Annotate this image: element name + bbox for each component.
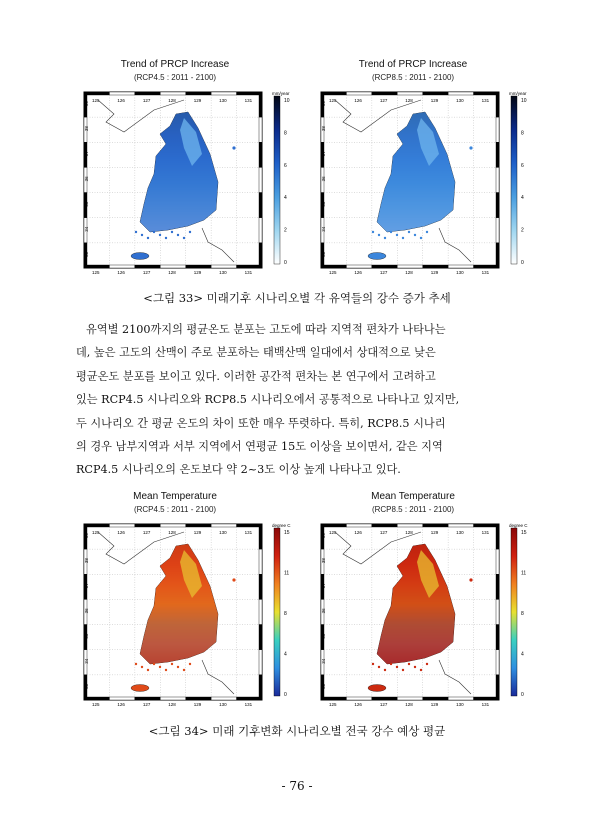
- coastal-islet: [384, 237, 386, 239]
- fig34-left-title: Mean Temperature: [133, 491, 217, 502]
- border-segment: [321, 524, 346, 527]
- lat-tick-label: 37: [84, 151, 89, 157]
- coastal-islet: [372, 231, 374, 233]
- colorbar-tick-label: 6: [521, 162, 524, 169]
- border-segment: [496, 218, 499, 243]
- border-segment: [84, 524, 109, 527]
- border-segment: [448, 265, 473, 268]
- border-segment: [259, 599, 262, 624]
- lon-tick-label: 130: [456, 702, 464, 707]
- lon-tick-label: 126: [117, 702, 125, 707]
- colorbar-tick-label: 4: [284, 651, 287, 658]
- colorbar-unit: mm/year: [509, 91, 527, 96]
- lon-tick-label: 131: [244, 702, 253, 707]
- border-segment: [496, 650, 499, 675]
- border-segment: [109, 697, 134, 700]
- border-segment: [135, 265, 160, 268]
- border-segment: [84, 697, 109, 700]
- border-segment: [474, 92, 499, 95]
- lon-tick-label: 129: [430, 98, 439, 103]
- colorbar-tick-label: 6: [284, 162, 287, 169]
- lon-tick-label: 125: [329, 270, 337, 275]
- border-segment: [448, 92, 473, 95]
- border-segment: [237, 524, 262, 527]
- lat-tick-label: 39: [321, 100, 326, 106]
- fig34-right-title: Mean Temperature: [371, 491, 455, 502]
- border-segment: [496, 167, 499, 192]
- border-segment: [259, 193, 262, 218]
- border-segment: [346, 524, 371, 527]
- fig34-right-map: [311, 518, 533, 710]
- colorbar-tick-label: 2: [284, 227, 287, 234]
- coastal-islet: [414, 666, 416, 668]
- border-segment: [237, 92, 262, 95]
- coastal-islet: [159, 234, 161, 236]
- border-segment: [259, 243, 262, 268]
- border-segment: [211, 265, 236, 268]
- border-segment: [160, 524, 185, 527]
- colorbar: [511, 528, 517, 696]
- border-segment: [259, 142, 262, 167]
- body-paragraph: [76, 318, 536, 482]
- border-segment: [496, 549, 499, 574]
- lon-tick-label: 125: [329, 530, 337, 535]
- paragraph-line: RCP4.5 시나리오의 온도보다 약 2~3도 이상 높게 나타나고 있다.: [76, 463, 401, 477]
- border-segment: [496, 675, 499, 700]
- coastal-islet: [426, 663, 428, 665]
- paragraph-line: 의 경우 남부지역과 서부 지역에서 연평균 15도 이상을 보이면서, 같은 지역: [76, 440, 443, 454]
- coastal-islet: [159, 666, 161, 668]
- border-segment: [496, 142, 499, 167]
- border-segment: [372, 524, 397, 527]
- lon-tick-label: 127: [379, 270, 388, 275]
- fig34-right-subtitle: (RCP8.5 : 2011 - 2100): [371, 505, 455, 514]
- lon-tick-label: 126: [354, 530, 362, 535]
- lat-tick-label: 36: [84, 176, 89, 182]
- border-segment: [496, 625, 499, 650]
- ulleung-island: [469, 578, 472, 581]
- colorbar-tick-label: 10: [284, 98, 290, 104]
- colorbar-tick-label: 0: [284, 692, 287, 698]
- border-segment: [321, 92, 346, 95]
- lat-tick-label: 36: [84, 608, 89, 614]
- colorbar: [274, 96, 280, 264]
- colorbar-tick-label: 15: [521, 530, 527, 536]
- lat-tick-label: 35: [84, 201, 89, 207]
- lon-tick-label: 127: [142, 270, 151, 275]
- border-segment: [259, 625, 262, 650]
- lat-tick-label: 37: [84, 583, 89, 589]
- border-segment: [474, 697, 499, 700]
- fig33-left-title: Trend of PRCP Increase: [120, 59, 230, 70]
- colorbar-tick-label: 4: [284, 195, 287, 202]
- coastal-islet: [165, 669, 167, 671]
- border-segment: [237, 697, 262, 700]
- coastal-islet: [153, 231, 155, 233]
- paragraph-line: 데, 높은 고도의 산맥이 주로 분포하는 태백산맥 일대에서 상대적으로 낮은: [76, 346, 436, 360]
- lat-tick-label: 36: [321, 608, 326, 614]
- paragraph-line: 평균온도 분포를 보이고 있다. 이러한 공간적 편차는 본 연구에서 고려하고: [76, 369, 436, 383]
- fig34-left-subtitle: (RCP4.5 : 2011 - 2100): [133, 505, 217, 514]
- lat-tick-label: 36: [321, 176, 326, 182]
- lon-tick-label: 128: [405, 702, 413, 707]
- lat-tick-label: 35: [84, 633, 89, 639]
- jeju-island: [131, 685, 149, 692]
- coastal-islet: [165, 237, 167, 239]
- lat-tick-label: 38: [321, 126, 326, 132]
- fig33-left-subtitle: (RCP4.5 : 2011 - 2100): [133, 73, 217, 82]
- coastal-islet: [384, 669, 386, 671]
- border-segment: [397, 697, 422, 700]
- coastal-islet: [414, 234, 416, 236]
- lat-tick-label: 34: [321, 658, 326, 664]
- border-segment: [259, 650, 262, 675]
- lon-tick-label: 125: [92, 530, 100, 535]
- lon-tick-label: 127: [142, 702, 151, 707]
- border-segment: [496, 117, 499, 142]
- lon-tick-label: 129: [430, 702, 439, 707]
- coastal-islet: [171, 231, 173, 233]
- border-segment: [496, 92, 499, 117]
- paragraph-line: 있는 RCP4.5 시나리오와 RCP8.5 시나리오에서 공통적으로 나타나고 있지만,: [76, 393, 460, 407]
- border-segment: [109, 265, 134, 268]
- border-segment: [496, 193, 499, 218]
- border-segment: [423, 265, 448, 268]
- lon-tick-label: 130: [456, 530, 464, 535]
- coastal-islet: [378, 666, 380, 668]
- fig34-caption: <그림 34> 미래 기후변화 시나리오별 전국 강수 예상 평균: [148, 724, 446, 738]
- coastal-islet: [390, 231, 392, 233]
- border-segment: [496, 243, 499, 268]
- lon-tick-label: 126: [354, 270, 362, 275]
- lon-tick-label: 129: [193, 702, 202, 707]
- border-segment: [372, 697, 397, 700]
- colorbar-tick-label: 15: [284, 530, 290, 536]
- lon-tick-label: 128: [168, 530, 176, 535]
- coastal-islet: [177, 666, 179, 668]
- colorbar: [511, 96, 517, 264]
- coastal-islet: [420, 237, 422, 239]
- lon-tick-label: 131: [481, 98, 490, 103]
- lon-tick-label: 130: [219, 270, 227, 275]
- lat-tick-label: 34: [321, 226, 326, 232]
- jeju-island: [131, 253, 149, 260]
- border-segment: [135, 524, 160, 527]
- coastal-islet: [372, 663, 374, 665]
- lon-tick-label: 127: [379, 98, 388, 103]
- lat-tick-label: 34: [84, 226, 89, 232]
- lat-tick-label: 38: [321, 558, 326, 564]
- border-segment: [423, 92, 448, 95]
- fig33-right-title: Trend of PRCP Increase: [358, 59, 468, 70]
- colorbar-tick-label: 11: [521, 570, 527, 577]
- coastal-islet: [183, 237, 185, 239]
- coastal-islet: [171, 663, 173, 665]
- border-segment: [160, 697, 185, 700]
- border-segment: [160, 265, 185, 268]
- border-segment: [346, 697, 371, 700]
- border-segment: [135, 92, 160, 95]
- lon-tick-label: 125: [92, 270, 100, 275]
- lat-tick-label: 34: [84, 658, 89, 664]
- fig34-left-map: [74, 518, 296, 710]
- coastal-islet: [177, 234, 179, 236]
- colorbar-unit: mm/year: [272, 91, 290, 96]
- border-segment: [496, 524, 499, 549]
- coastal-islet: [147, 237, 149, 239]
- ulleung-island: [232, 578, 235, 581]
- lon-tick-label: 131: [244, 530, 253, 535]
- colorbar-tick-label: 8: [521, 611, 524, 617]
- coastal-islet: [426, 231, 428, 233]
- coastal-islet: [141, 666, 143, 668]
- coastal-islet: [390, 663, 392, 665]
- coastal-islet: [396, 666, 398, 668]
- lon-tick-label: 128: [168, 270, 176, 275]
- lon-tick-label: 131: [481, 702, 490, 707]
- lon-tick-label: 125: [329, 98, 337, 103]
- coastal-islet: [396, 234, 398, 236]
- colorbar: [274, 528, 280, 696]
- jeju-island: [368, 253, 386, 260]
- coastal-islet: [408, 663, 410, 665]
- fig33-right-map: [311, 86, 533, 278]
- colorbar-tick-label: 8: [284, 611, 287, 617]
- lon-tick-label: 130: [456, 270, 464, 275]
- coastal-islet: [402, 669, 404, 671]
- border-segment: [346, 92, 371, 95]
- coastal-islet: [189, 663, 191, 665]
- lat-tick-label: 33: [321, 251, 326, 257]
- lat-tick-label: 39: [84, 100, 89, 106]
- coastal-islet: [147, 669, 149, 671]
- coastal-islet: [153, 663, 155, 665]
- colorbar-unit: degree C: [509, 523, 528, 528]
- lon-tick-label: 131: [244, 98, 253, 103]
- lon-tick-label: 131: [481, 270, 490, 275]
- border-segment: [423, 524, 448, 527]
- border-segment: [109, 524, 134, 527]
- lon-tick-label: 128: [168, 702, 176, 707]
- border-segment: [211, 524, 236, 527]
- lon-tick-label: 128: [405, 530, 413, 535]
- border-segment: [186, 697, 211, 700]
- ulleung-island: [232, 146, 235, 149]
- coastal-islet: [402, 237, 404, 239]
- border-segment: [186, 524, 211, 527]
- lon-tick-label: 126: [354, 98, 362, 103]
- lon-tick-label: 126: [354, 702, 362, 707]
- lat-tick-label: 33: [321, 683, 326, 689]
- lon-tick-label: 125: [92, 98, 100, 103]
- border-segment: [186, 92, 211, 95]
- border-segment: [259, 574, 262, 599]
- coastal-islet: [183, 669, 185, 671]
- border-segment: [84, 265, 109, 268]
- coastal-islet: [141, 234, 143, 236]
- border-segment: [448, 524, 473, 527]
- lon-tick-label: 130: [219, 98, 227, 103]
- border-segment: [259, 92, 262, 117]
- lon-tick-label: 130: [219, 530, 227, 535]
- lat-tick-label: 39: [321, 532, 326, 538]
- colorbar-tick-label: 4: [521, 651, 524, 658]
- border-segment: [211, 92, 236, 95]
- fig33-caption: <그림 33> 미래기후 시나리오별 각 유역들의 강수 증가 추세: [143, 291, 451, 305]
- coastal-islet: [420, 669, 422, 671]
- paragraph-line: 유역별 2100까지의 평균온도 분포는 고도에 따라 지역적 편차가 나타나는: [86, 323, 446, 336]
- page-number: - 76 -: [281, 779, 313, 793]
- border-segment: [321, 697, 346, 700]
- lat-tick-label: 33: [84, 251, 89, 257]
- border-segment: [423, 697, 448, 700]
- border-segment: [496, 599, 499, 624]
- border-segment: [496, 574, 499, 599]
- border-segment: [237, 265, 262, 268]
- border-segment: [259, 117, 262, 142]
- jeju-island: [368, 685, 386, 692]
- lat-tick-label: 33: [84, 683, 89, 689]
- lat-tick-label: 38: [84, 558, 89, 564]
- border-segment: [135, 697, 160, 700]
- lon-tick-label: 126: [117, 98, 125, 103]
- ulleung-island: [469, 146, 472, 149]
- lon-tick-label: 125: [329, 702, 337, 707]
- colorbar-tick-label: 0: [521, 260, 524, 266]
- colorbar-tick-label: 2: [521, 227, 524, 234]
- border-segment: [160, 92, 185, 95]
- border-segment: [474, 524, 499, 527]
- lat-tick-label: 35: [321, 201, 326, 207]
- lat-tick-label: 37: [321, 583, 326, 589]
- paragraph-line: 두 시나리오 간 평균 온도의 차이 또한 매우 뚜렷하다. 특히, RCP8.5 시나리: [76, 416, 446, 430]
- border-segment: [321, 265, 346, 268]
- lat-tick-label: 37: [321, 151, 326, 157]
- coastal-islet: [378, 234, 380, 236]
- lon-tick-label: 130: [456, 98, 464, 103]
- lon-tick-label: 129: [193, 270, 202, 275]
- border-segment: [448, 697, 473, 700]
- lon-tick-label: 129: [430, 530, 439, 535]
- colorbar-tick-label: 0: [521, 692, 524, 698]
- fig33-left-map: [74, 86, 296, 278]
- border-segment: [259, 167, 262, 192]
- lat-tick-label: 38: [84, 126, 89, 132]
- lat-tick-label: 35: [321, 633, 326, 639]
- coastal-islet: [189, 231, 191, 233]
- border-segment: [346, 265, 371, 268]
- lon-tick-label: 129: [193, 530, 202, 535]
- lon-tick-label: 126: [117, 530, 125, 535]
- lon-tick-label: 127: [379, 530, 388, 535]
- border-segment: [186, 265, 211, 268]
- coastal-islet: [408, 231, 410, 233]
- colorbar-tick-label: 4: [521, 195, 524, 202]
- lon-tick-label: 130: [219, 702, 227, 707]
- colorbar-tick-label: 0: [284, 260, 287, 266]
- border-segment: [259, 218, 262, 243]
- lon-tick-label: 127: [379, 702, 388, 707]
- border-segment: [372, 265, 397, 268]
- border-segment: [259, 524, 262, 549]
- lon-tick-label: 131: [481, 530, 490, 535]
- border-segment: [109, 92, 134, 95]
- coastal-islet: [135, 663, 137, 665]
- border-segment: [84, 92, 109, 95]
- border-segment: [397, 265, 422, 268]
- lon-tick-label: 128: [168, 98, 176, 103]
- lon-tick-label: 131: [244, 270, 253, 275]
- border-segment: [397, 92, 422, 95]
- colorbar-tick-label: 8: [284, 130, 287, 137]
- lon-tick-label: 127: [142, 98, 151, 103]
- lon-tick-label: 125: [92, 702, 100, 707]
- lon-tick-label: 127: [142, 530, 151, 535]
- border-segment: [259, 549, 262, 574]
- lon-tick-label: 128: [405, 98, 413, 103]
- colorbar-unit: degree C: [272, 523, 291, 528]
- border-segment: [211, 697, 236, 700]
- lat-tick-label: 39: [84, 532, 89, 538]
- border-segment: [397, 524, 422, 527]
- border-segment: [372, 92, 397, 95]
- coastal-islet: [135, 231, 137, 233]
- border-segment: [474, 265, 499, 268]
- fig33-right-subtitle: (RCP8.5 : 2011 - 2100): [371, 73, 455, 82]
- border-segment: [259, 675, 262, 700]
- colorbar-tick-label: 11: [284, 570, 290, 577]
- colorbar-tick-label: 10: [521, 98, 527, 104]
- colorbar-tick-label: 8: [521, 130, 524, 137]
- lon-tick-label: 126: [117, 270, 125, 275]
- lon-tick-label: 129: [430, 270, 439, 275]
- lon-tick-label: 128: [405, 270, 413, 275]
- lon-tick-label: 129: [193, 98, 202, 103]
